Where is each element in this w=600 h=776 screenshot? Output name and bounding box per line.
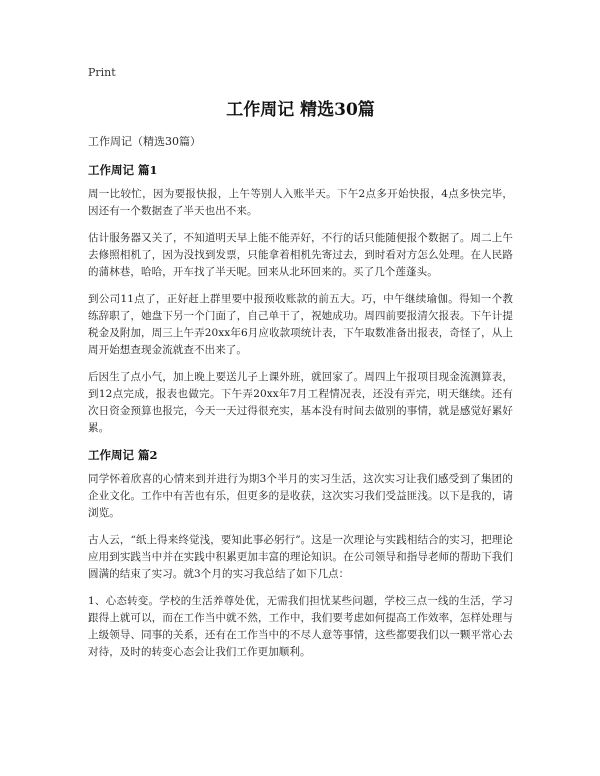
- paragraph: 周一比较忙，因为要报快报，上午等别人入账半天。下午2点多开始快报，4点多快完毕，因还有一个数据查了半天也出不来。: [88, 188, 513, 217]
- paragraph: 后因生了点小气，加上晚上要送儿子上课外班，就回家了。周四上午报项目现金流测算表，到12点完成，报表也做完。下午弄20xx年7月工程情况表，还没有弄完，明天继续。还有次日资金预算也报完，今天一天过得很充实，基本没有时间去做别的事情，就是感觉好累好累。: [88, 371, 513, 434]
- section-heading: 工作周记 篇2: [88, 448, 158, 462]
- paragraph: 估计服务器又关了，不知道明天早上能不能弄好，不行的话只能随便报个数据了。周二上午去修照相机了，因为没找到发票，只能拿着相机先寄过去，到时看对方怎么处理。在人民路的蒲林巷，哈哈，开车找了半天呢。回来从北环回来的。买了几个莲蓬头。: [88, 232, 513, 278]
- document-subtitle: 工作周记（精选30篇）: [88, 135, 201, 148]
- paragraph: 古人云，“纸上得来终觉浅，要知此事必躬行”。这是一次理论与实践相结合的实习，把理论应用到实践当中并在实践中积累更加丰富的理论知识。在公司领导和指导老师的帮助下我们圆满的结束了实习。就3个月的实习我总结了如下几点：: [88, 534, 513, 580]
- section-heading: 工作周记 篇1: [88, 163, 158, 177]
- document-title: 工作周记 精选30篇: [226, 100, 375, 120]
- section-1: [88, 162, 513, 437]
- document-page: [88, 66, 513, 671]
- paragraph: 1、心态转变。学校的生活养尊处优，无需我们担忧某些问题，学校三点一线的生活，学习跟得上就可以，而在工作当中就不然，工作中，我们要考虑如何提高工作效率，怎样处理与上级领导、同事的关系，还有在工作当中的不尽人意等事情，这些都要我们以一颗平常心去对待，及时的转变心态会让我们工作更加顺利。: [88, 595, 513, 658]
- print-label: Print: [88, 66, 116, 79]
- section-2: [88, 447, 513, 661]
- paragraph: 到公司11点了，正好赶上群里要中报预收账款的前五大。巧，中午继续瑜伽。得知一个教练辞职了，她盘下另一个门面了，自己单干了，祝她成功。周四前要报清欠报表。下午计提税金及附加，周三上午弄20xx年6月应收款项统计表，下午取数准备出报表，奇怪了，从上周开始想查现金流就查不出来了。: [88, 293, 513, 356]
- paragraph: 同学怀着欣喜的心情来到并进行为期3个半月的实习生活，这次实习让我们感受到了集团的企业文化。工作中有苦也有乐，但更多的是收获，这次实习我们受益匪浅。以下是我的，请浏览。: [88, 473, 513, 519]
